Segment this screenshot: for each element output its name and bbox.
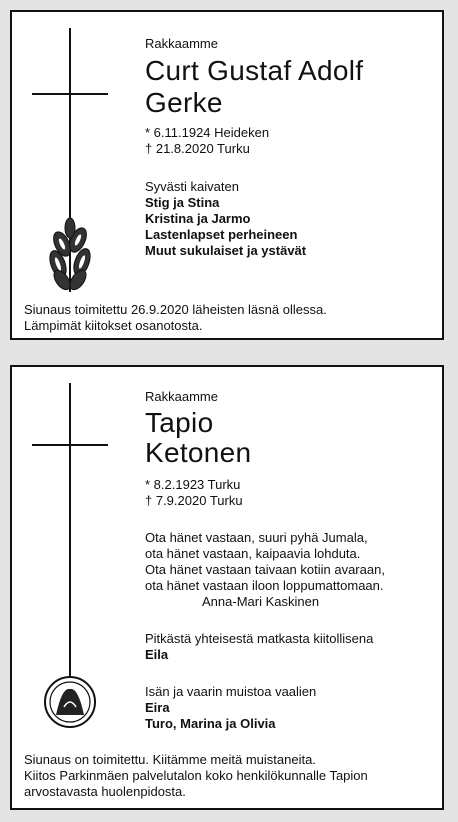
death-date: † 7.9.2020 Turku: [145, 493, 243, 508]
footer-line: Lämpimät kiitokset osanotosta.: [24, 318, 203, 333]
group2-intro: Isän ja vaarin muistoa vaalien: [145, 684, 317, 699]
poem-line: ota hänet vastaan, kaipaavia lohduta.: [145, 546, 361, 561]
footer-line: Siunaus toimitettu 26.9.2020 läheisten läsnä ollessa.: [24, 302, 327, 317]
mourners-list: [145, 195, 306, 259]
poem: [145, 530, 385, 594]
poem-line: Ota hänet vastaan, suuri pyhä Jumala,: [145, 530, 368, 545]
deceased-name-line1: Curt Gustaf Adolf: [145, 55, 364, 86]
mourner-line: Stig ja Stina: [145, 195, 220, 210]
group1-names: Eila: [145, 647, 169, 662]
group1-intro: Pitkästä yhteisestä matkasta kiitollisena: [145, 631, 374, 646]
birth-date: * 8.2.1923 Turku: [145, 477, 241, 492]
footer-text: [24, 302, 327, 334]
birth-date: * 6.11.1924 Heideken: [145, 125, 270, 140]
mourner-line: Lastenlapset perheineen: [145, 227, 298, 242]
poem-line: Ota hänet vastaan taivaan kotiin avaraan,: [145, 562, 385, 577]
group2-name-line: Turo, Marina ja Olivia: [145, 716, 276, 731]
mourner-line: Kristina ja Jarmo: [145, 211, 251, 226]
obituary-card-gerke: [10, 10, 444, 340]
obituary-card-ketonen: [10, 365, 444, 810]
death-date: † 21.8.2020 Turku: [145, 141, 250, 156]
intro-text: Rakkaamme: [145, 389, 218, 404]
footer-line: Siunaus on toimitettu. Kiitämme meitä muistaneita.: [24, 752, 316, 767]
deceased-name-line1: Tapio: [145, 407, 214, 438]
footer-line: Kiitos Parkinmäen palvelutalon koko henkilökunnalle Tapion: [24, 768, 368, 783]
mourners-intro: Syvästi kaivaten: [145, 179, 239, 194]
deceased-name-line2: Gerke: [145, 87, 223, 118]
footer-text: [24, 752, 368, 800]
poem-line: ota hänet vastaan iloon loppumattomaan.: [145, 578, 384, 593]
group2-name-line: Eira: [145, 700, 170, 715]
intro-text: Rakkaamme: [145, 36, 218, 51]
footer-line: arvostavasta huolenpidosta.: [24, 784, 186, 799]
poem-author: Anna-Mari Kaskinen: [202, 594, 320, 609]
deceased-name-line2: Ketonen: [145, 437, 252, 468]
group2-names: [145, 700, 276, 732]
mourner-line: Muut sukulaiset ja ystävät: [145, 243, 307, 258]
